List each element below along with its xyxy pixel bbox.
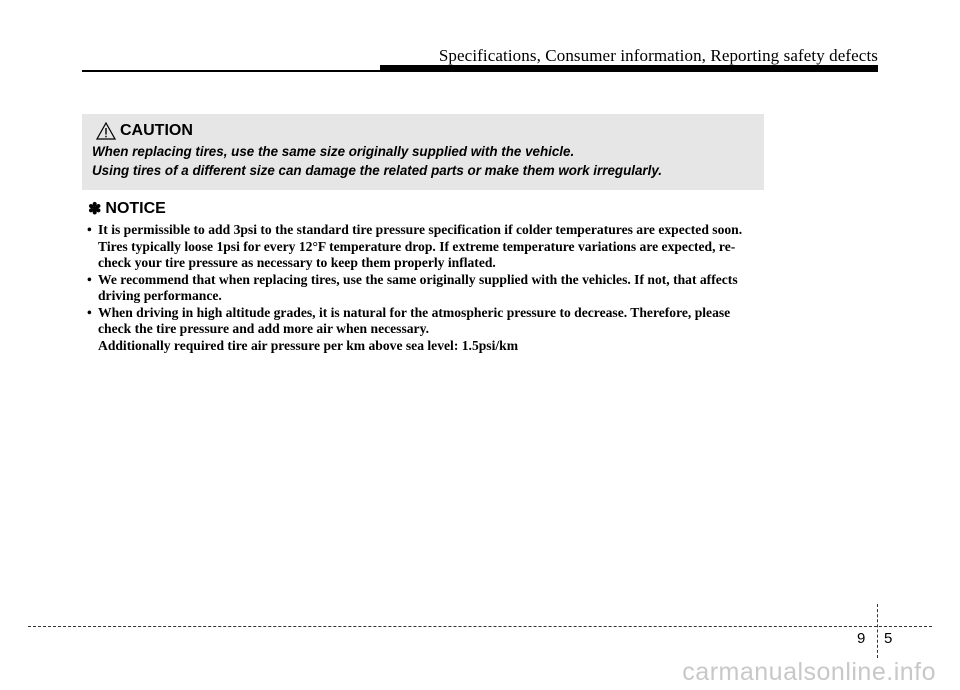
notice-item-line: We recommend that when replacing tires, use the same originally supplied with the vehicles. If not, that affects: [98, 271, 738, 287]
watermark: carmanualsonline.info: [682, 658, 936, 686]
notice-item-line: Tires typically loose 1psi for every 12°F temperature drop. If extreme temperature variations are expected, re-: [98, 238, 736, 254]
notice-item-line: driving performance.: [98, 288, 222, 303]
notice-heading: [88, 198, 880, 220]
header-rule: [82, 70, 878, 72]
list-item: [87, 272, 880, 305]
bullet-icon: •: [87, 304, 92, 320]
chapter-number: 9: [857, 630, 866, 647]
notice-star-icon: ✽: [88, 201, 102, 218]
notice-section: [88, 198, 880, 354]
warning-triangle-icon: [96, 122, 116, 140]
bullet-icon: •: [87, 222, 92, 237]
notice-item-line: check the tire pressure and add more air when necessary.: [98, 321, 430, 336]
list-item: [87, 305, 880, 355]
caution-heading: [96, 120, 754, 142]
notice-item-line: check your tire pressure as necessary to keep them properly inflated.: [98, 255, 496, 270]
notice-item-line: Additionally required tire air pressure per km above sea level: 1.5psi/km: [98, 337, 519, 353]
notice-item-line: When driving in high altitude grades, it is natural for the atmospheric pressure to decrease. Therefore, please: [98, 304, 731, 320]
footer-dashed-divider: [877, 604, 878, 658]
list-item: [87, 222, 880, 272]
caution-box: [82, 114, 764, 190]
notice-item-line: It is permissible to add 3psi to the standard tire pressure specification if colder temperatures are expected soon.: [98, 222, 743, 237]
notice-title: NOTICE: [105, 200, 166, 217]
page-header-title: Specifications, Consumer information, Reporting safety defects: [438, 46, 878, 65]
caution-text-line: When replacing tires, use the same size originally supplied with the vehicle.: [92, 144, 575, 159]
caution-title: CAUTION: [120, 122, 193, 139]
page-number: 5: [884, 630, 893, 647]
caution-text-line: Using tires of a different size can damage the related parts or make them work irregularly.: [92, 163, 663, 178]
notice-list: [88, 222, 880, 354]
bullet-icon: •: [87, 271, 92, 287]
footer-dashed-rule: [28, 626, 932, 627]
